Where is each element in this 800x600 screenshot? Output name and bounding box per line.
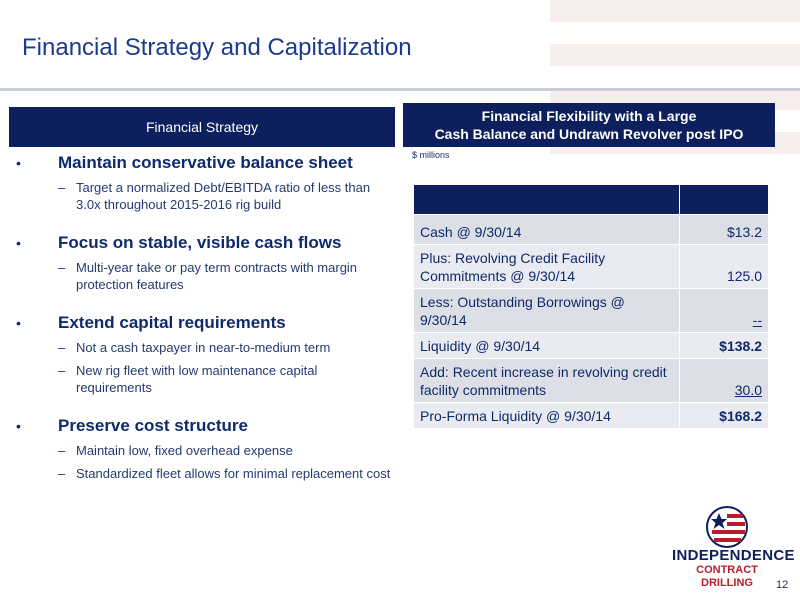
logo-line1: INDEPENDENCE <box>672 547 795 564</box>
bullet-sub: Multi-year take or pay term contracts with margin protection features <box>76 260 358 292</box>
table-row <box>414 215 769 245</box>
financial-strategy-header-text: Financial Strategy <box>145 119 259 135</box>
row-label: Add: Recent increase in revolving credit facility commitments <box>414 359 680 403</box>
table-header-row <box>414 185 769 215</box>
dash-icon: – <box>58 443 66 458</box>
row-label: Pro-Forma Liquidity @ 9/30/14 <box>414 403 680 429</box>
table-row <box>414 245 769 289</box>
bullet-heading: Focus on stable, visible cash flows <box>58 233 342 252</box>
row-value: $13.2 <box>680 215 769 245</box>
row-label: Liquidity @ 9/30/14 <box>414 333 680 359</box>
financial-flexibility-header-line1: Financial Flexibility with a Large <box>481 108 697 124</box>
bullet-dot-icon: • <box>16 418 21 434</box>
logo-line2: CONTRACT DRILLING <box>696 564 758 589</box>
bullet-sub: New rig fleet with low maintenance capital requirements <box>76 363 318 395</box>
bullet-heading: Preserve cost structure <box>58 416 248 435</box>
strategy-bullet-list <box>16 153 396 482</box>
financial-strategy-header <box>9 107 395 147</box>
dash-icon: – <box>58 180 66 195</box>
dash-icon: – <box>58 340 66 355</box>
row-value: 125.0 <box>680 245 769 289</box>
bullet-sub: Standardized fleet allows for minimal replacement cost <box>76 466 391 481</box>
row-label: Plus: Revolving Credit Facility Commitments @ 9/30/14 <box>414 245 680 289</box>
row-value: 30.0 <box>680 359 769 403</box>
table-row <box>414 333 769 359</box>
row-label: Cash @ 9/30/14 <box>414 215 680 245</box>
dash-icon: – <box>58 466 66 481</box>
financial-flexibility-header-line2: Cash Balance and Undrawn Revolver post IPO <box>434 126 744 142</box>
bullet-dot-icon: • <box>16 155 21 171</box>
table-row <box>414 403 769 429</box>
table-header-cell <box>680 185 769 215</box>
row-value: -- <box>680 289 769 333</box>
bullet-heading: Extend capital requirements <box>58 313 286 332</box>
financial-flexibility-header <box>403 103 775 147</box>
liquidity-table <box>413 184 769 429</box>
bullet-sub: Maintain low, fixed overhead expense <box>76 443 293 458</box>
bullet-dot-icon: • <box>16 235 21 251</box>
bullet-sub: Not a cash taxpayer in near-to-medium term <box>76 340 331 355</box>
bullet-heading: Maintain conservative balance sheet <box>58 153 353 172</box>
bullet-item <box>16 233 396 293</box>
bullet-sub: Target a normalized Debt/EBITDA ratio of less than 3.0x throughout 2015-2016 rig build <box>76 180 371 212</box>
watermark-flag <box>400 0 800 190</box>
row-value: $168.2 <box>680 403 769 429</box>
dash-icon: – <box>58 363 66 378</box>
row-value: $138.2 <box>680 333 769 359</box>
slide-title: Financial Strategy and Capitalization <box>22 34 412 61</box>
table-row <box>414 359 769 403</box>
bullet-item <box>16 416 396 482</box>
row-label: Less: Outstanding Borrowings @ 9/30/14 <box>414 289 680 333</box>
page-number: 12 <box>776 579 789 591</box>
units-label: $ millions <box>412 150 450 160</box>
dash-icon: – <box>58 260 66 275</box>
table-row <box>414 289 769 333</box>
title-divider <box>0 88 800 91</box>
table-header-cell <box>414 185 680 215</box>
bullet-item <box>16 153 396 213</box>
flag-star-icon <box>706 506 748 548</box>
bullet-dot-icon: • <box>16 315 21 331</box>
bullet-item <box>16 313 396 396</box>
